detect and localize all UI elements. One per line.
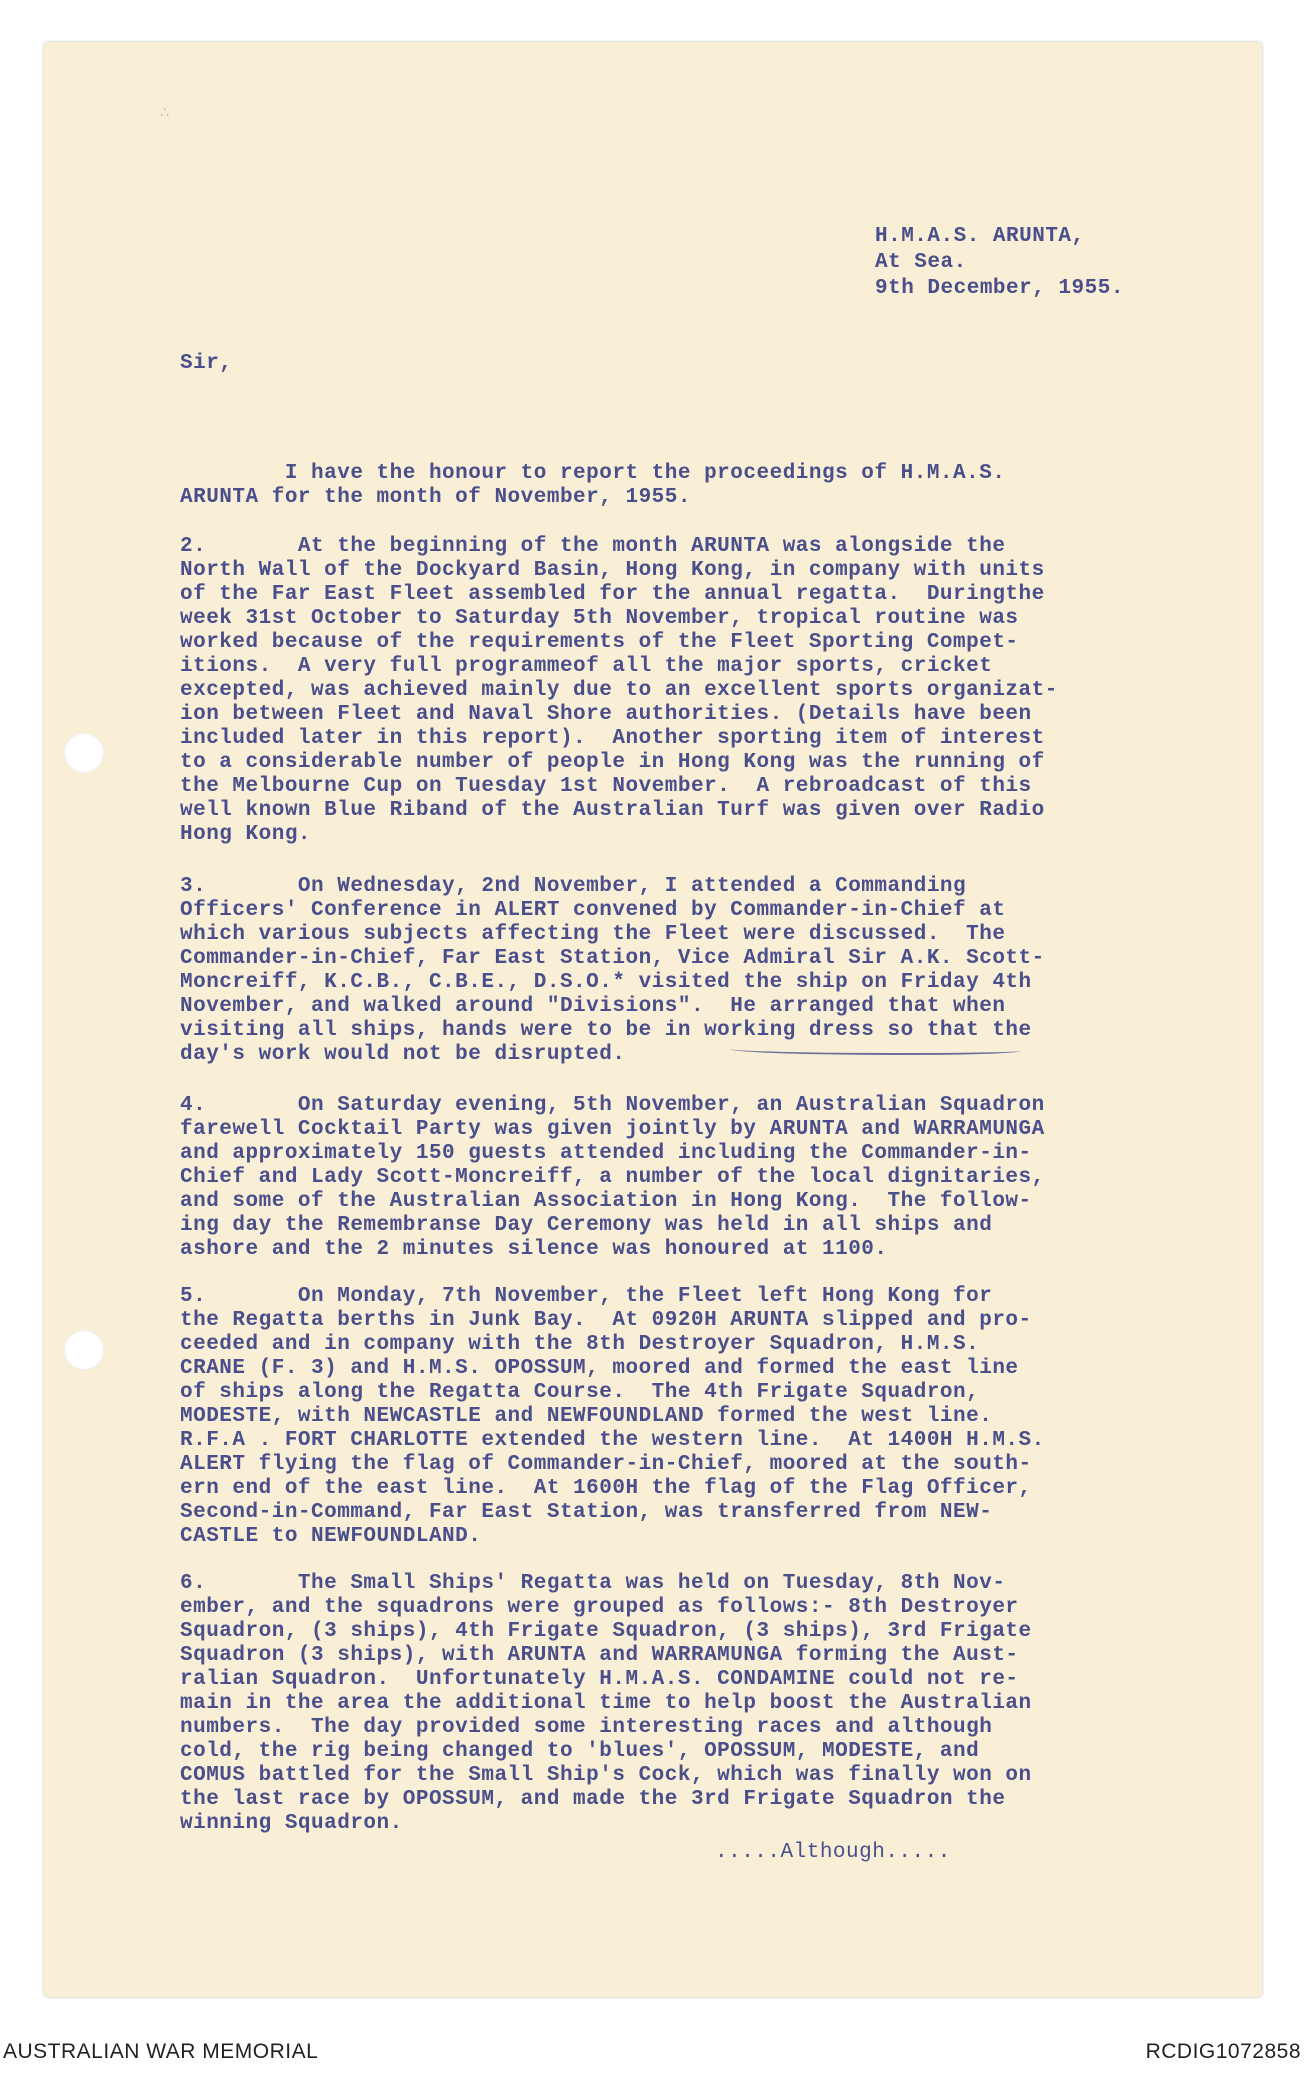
text-line: CRANE (F. 3) and H.M.S. OPOSSUM, moored and formed the east line bbox=[180, 1357, 1019, 1380]
text-line: R.F.A . FORT CHARLOTTE extended the western line. At 1400H H.M.S. bbox=[180, 1429, 1045, 1452]
paragraph-5 bbox=[180, 1285, 1160, 1549]
paragraph-6 bbox=[180, 1572, 1160, 1836]
text-line: and some of the Australian Association in Hong Kong. The follow- bbox=[180, 1190, 1032, 1213]
text-line: 4. On Saturday evening, 5th November, an Australian Squadron bbox=[180, 1094, 1045, 1117]
text-line: 6. The Small Ships' Regatta was held on Tuesday, 8th Nov- bbox=[180, 1572, 1006, 1595]
text-line: MODESTE, with NEWCASTLE and NEWFOUNDLAND formed the west line. bbox=[180, 1405, 993, 1428]
address-line: 9th December, 1955. bbox=[875, 277, 1124, 300]
text-line: the Melbourne Cup on Tuesday 1st November. A rebroadcast of this bbox=[180, 775, 1032, 798]
text-line: North Wall of the Dockyard Basin, Hong Kong, in company with units bbox=[180, 559, 1045, 582]
text-line: which various subjects affecting the Fleet were discussed. The bbox=[180, 923, 1006, 946]
text-line: ralian Squadron. Unfortunately H.M.A.S. CONDAMINE could not re- bbox=[180, 1668, 1019, 1691]
paragraph-intro bbox=[180, 462, 1160, 510]
punch-hole-top bbox=[64, 733, 104, 773]
address-line: H.M.A.S. ARUNTA, bbox=[875, 225, 1085, 248]
text-line: ion between Fleet and Naval Shore authorities. (Details have been bbox=[180, 703, 1032, 726]
paragraph-4 bbox=[180, 1094, 1160, 1262]
salutation: Sir, bbox=[180, 352, 233, 375]
text-line: ember, and the squadrons were grouped as follows:- 8th Destroyer bbox=[180, 1596, 1019, 1619]
text-line: day's work would not be disrupted. bbox=[180, 1043, 626, 1066]
text-line: week 31st October to Saturday 5th November, tropical routine was bbox=[180, 607, 1019, 630]
text-line: Officers' Conference in ALERT convened by Commander-in-Chief at bbox=[180, 899, 1006, 922]
text-line: and approximately 150 guests attended including the Commander-in- bbox=[180, 1142, 1032, 1165]
text-line: worked because of the requirements of the Fleet Sporting Compet- bbox=[180, 631, 1019, 654]
text-line: of the Far East Fleet assembled for the annual regatta. Duringthe bbox=[180, 583, 1045, 606]
text-line: the Regatta berths in Junk Bay. At 0920H ARUNTA slipped and pro- bbox=[180, 1309, 1032, 1332]
text-line: CASTLE to NEWFOUNDLAND. bbox=[180, 1525, 482, 1548]
text-line: itions. A very full programmeof all the major sports, cricket bbox=[180, 655, 993, 678]
paragraph-3 bbox=[180, 875, 1160, 1067]
text-line: I have the honour to report the proceedings of H.M.A.S. bbox=[180, 462, 1006, 485]
text-line: 5. On Monday, 7th November, the Fleet left Hong Kong for bbox=[180, 1285, 993, 1308]
text-line: Moncreiff, K.C.B., C.B.E., D.S.O.* visited the ship on Friday 4th bbox=[180, 971, 1032, 994]
text-line: ashore and the 2 minutes silence was honoured at 1100. bbox=[180, 1238, 888, 1261]
text-line: 3. On Wednesday, 2nd November, I attended a Commanding bbox=[180, 875, 967, 898]
text-line: farewell Cocktail Party was given jointly by ARUNTA and WARRAMUNGA bbox=[180, 1118, 1045, 1141]
text-line: Second-in-Command, Far East Station, was transferred from NEW- bbox=[180, 1501, 993, 1524]
text-line: winning Squadron. bbox=[180, 1812, 403, 1835]
address-line: At Sea. bbox=[875, 251, 967, 274]
punch-hole-bottom bbox=[64, 1330, 104, 1370]
text-line: well known Blue Riband of the Australian Turf was given over Radio bbox=[180, 799, 1045, 822]
text-line: of ships along the Regatta Course. The 4th Frigate Squadron, bbox=[180, 1381, 980, 1404]
text-line: Hong Kong. bbox=[180, 823, 312, 846]
text-line: ceeded and in company with the 8th Destroyer Squadron, H.M.S. bbox=[180, 1333, 980, 1356]
text-line: main in the area the additional time to help boost the Australian bbox=[180, 1692, 1032, 1715]
paragraph-2 bbox=[180, 535, 1160, 847]
text-line: November, and walked around "Divisions". He arranged that when bbox=[180, 995, 1006, 1018]
text-line: to a considerable number of people in Hong Kong was the running of bbox=[180, 751, 1045, 774]
faint-marks: ∴ bbox=[160, 105, 169, 121]
sender-address bbox=[875, 225, 1205, 303]
text-line: Squadron (3 ships), with ARUNTA and WARRAMUNGA forming the Aust- bbox=[180, 1644, 1019, 1667]
text-line: cold, the rig being changed to 'blues', OPOSSUM, MODESTE, and bbox=[180, 1740, 980, 1763]
text-line: included later in this report). Another sporting item of interest bbox=[180, 727, 1045, 750]
text-line: ALERT flying the flag of Commander-in-Chief, moored at the south- bbox=[180, 1453, 1032, 1476]
text-line: Commander-in-Chief, Far East Station, Vice Admiral Sir A.K. Scott- bbox=[180, 947, 1045, 970]
archive-credit: AUSTRALIAN WAR MEMORIAL bbox=[3, 2040, 319, 2063]
text-line: the last race by OPOSSUM, and made the 3rd Frigate Squadron the bbox=[180, 1788, 1006, 1811]
catchword: .....Although..... bbox=[715, 1841, 951, 1864]
archive-id: RCDIG1072858 bbox=[1145, 2040, 1301, 2063]
text-line: visiting all ships, hands were to be in working dress so that the bbox=[180, 1019, 1032, 1042]
text-line: COMUS battled for the Small Ship's Cock, which was finally won on bbox=[180, 1764, 1032, 1787]
text-line: 2. At the beginning of the month ARUNTA was alongside the bbox=[180, 535, 1006, 558]
text-line: ern end of the east line. At 1600H the flag of the Flag Officer, bbox=[180, 1477, 1032, 1500]
text-line: ing day the Remembranse Day Ceremony was held in all ships and bbox=[180, 1214, 993, 1237]
text-line: ARUNTA for the month of November, 1955. bbox=[180, 486, 691, 509]
text-line: excepted, was achieved mainly due to an excellent sports organizat- bbox=[180, 679, 1058, 702]
text-line: Squadron, (3 ships), 4th Frigate Squadron, (3 ships), 3rd Frigate bbox=[180, 1620, 1032, 1643]
text-line: Chief and Lady Scott-Moncreiff, a number of the local dignitaries, bbox=[180, 1166, 1045, 1189]
text-line: numbers. The day provided some interesting races and although bbox=[180, 1716, 993, 1739]
